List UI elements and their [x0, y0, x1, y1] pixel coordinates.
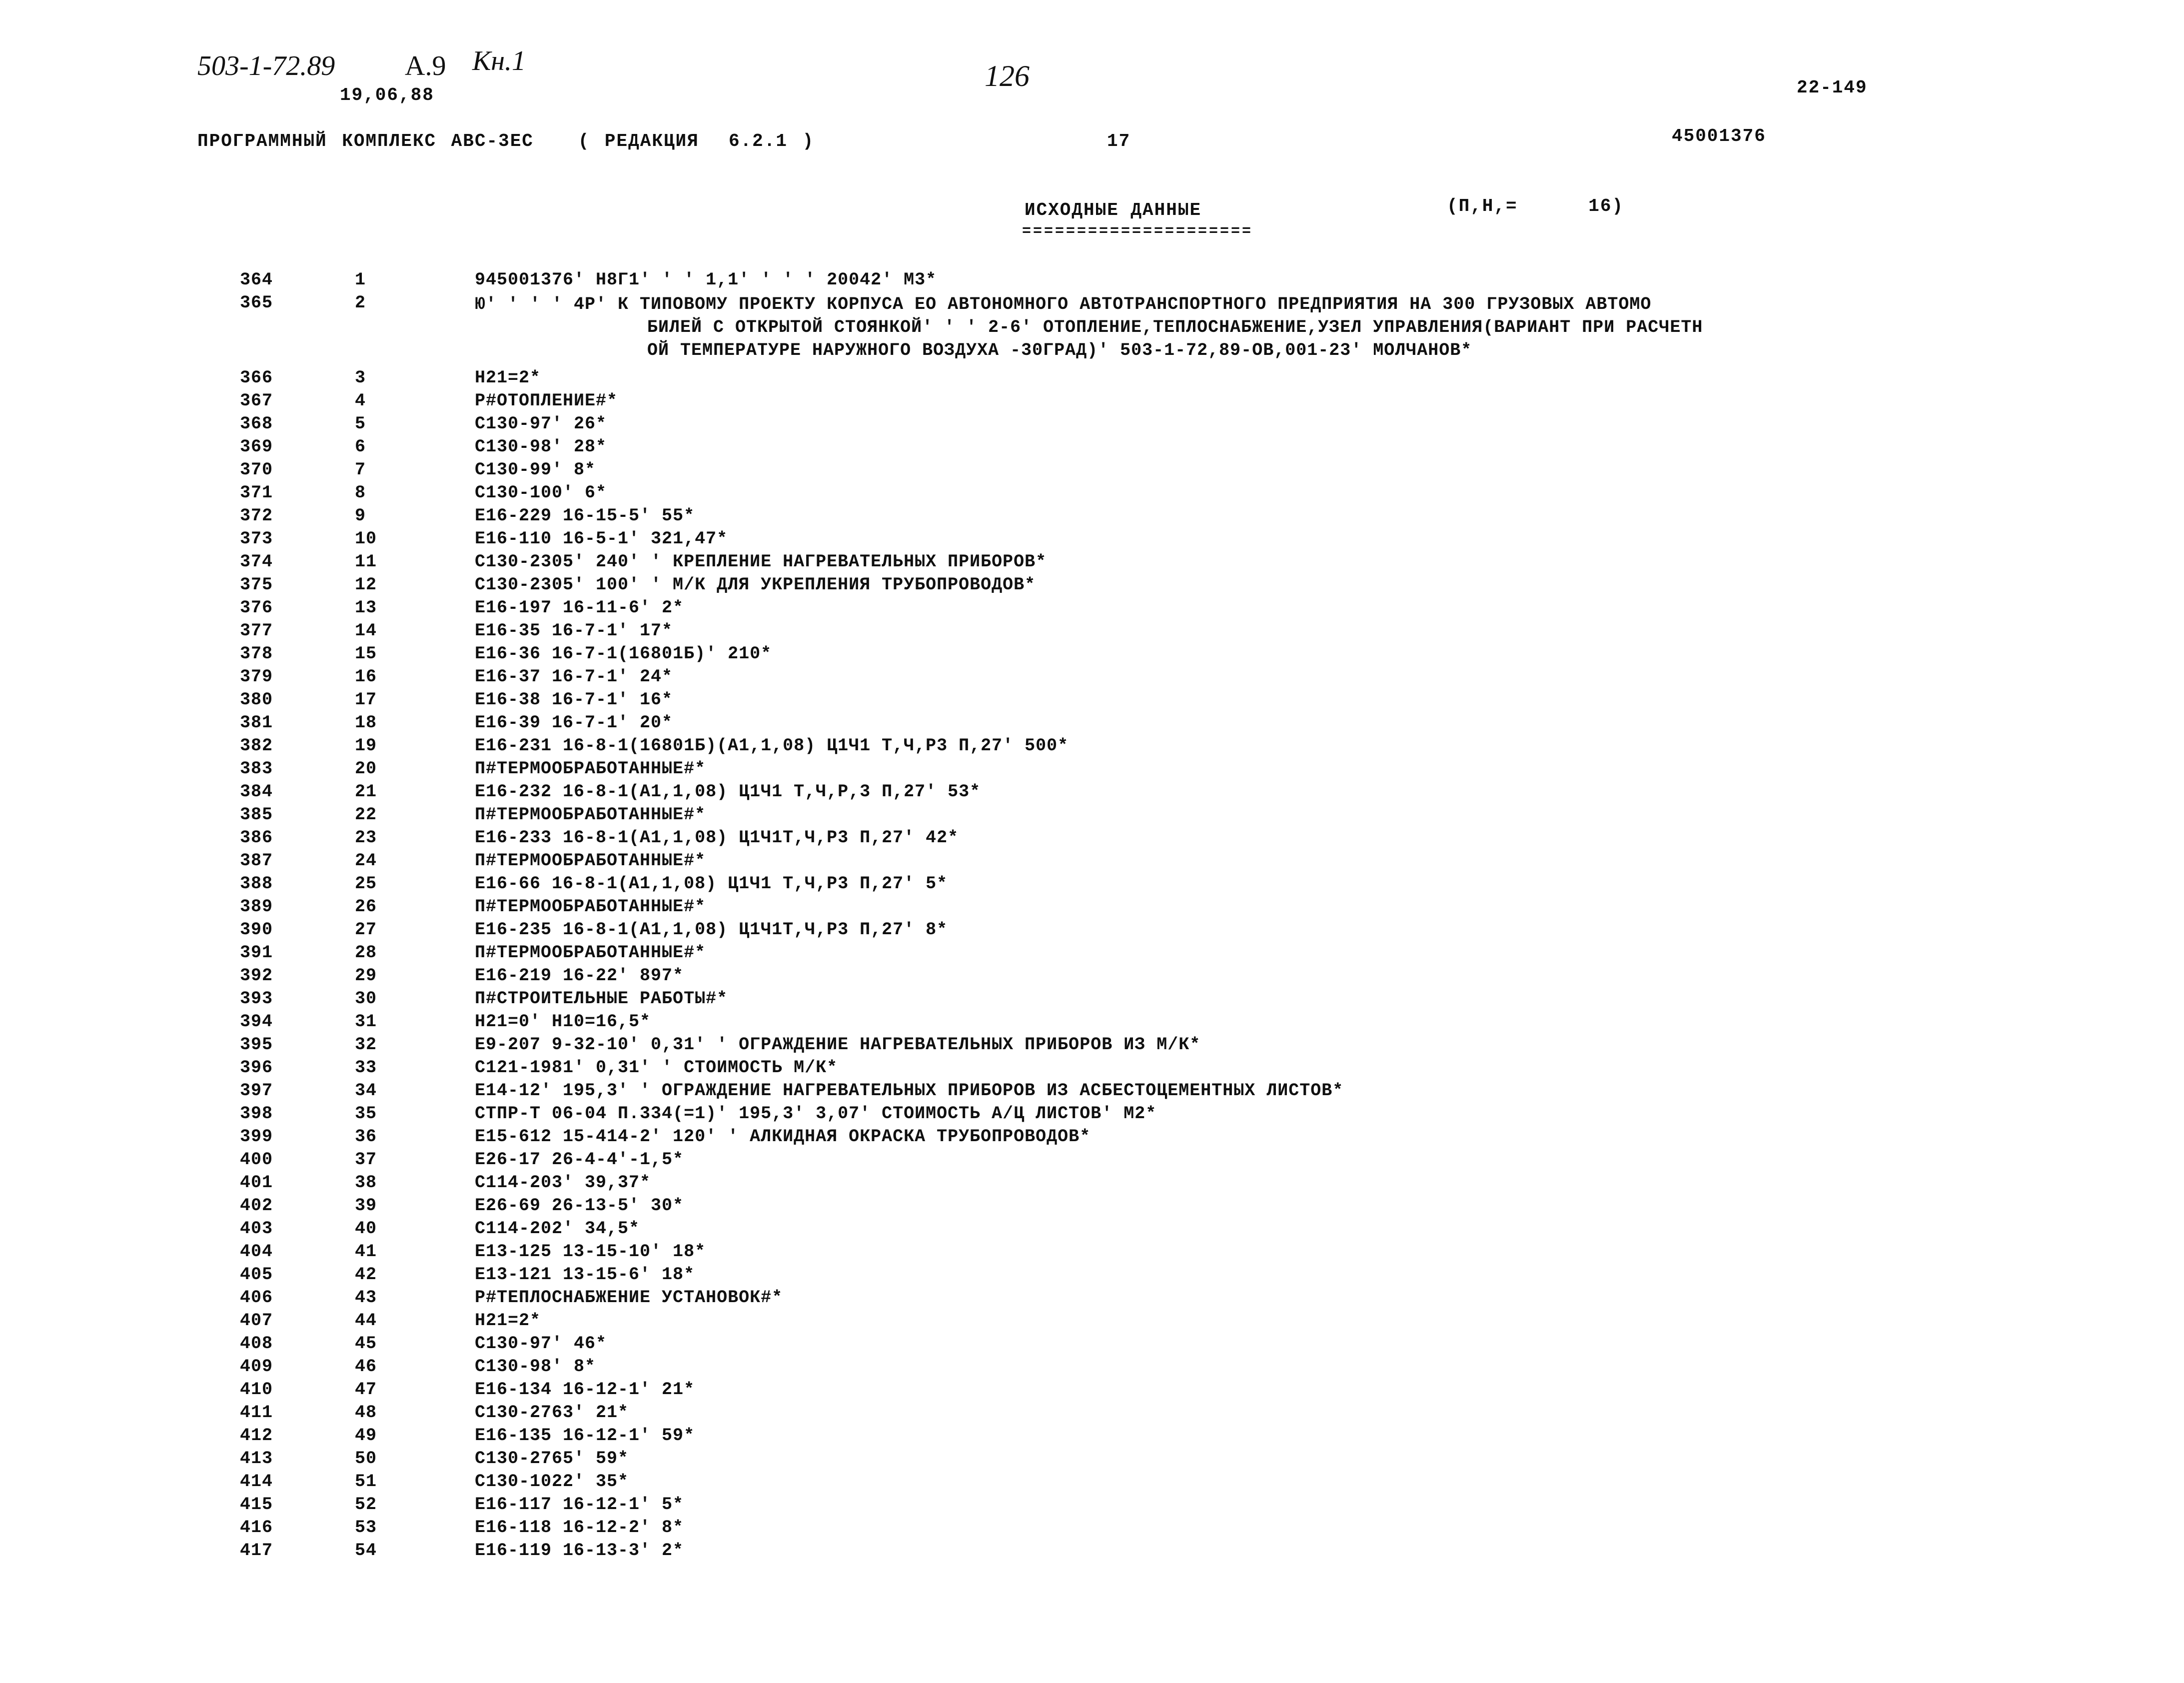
- record-index: 39: [355, 1196, 377, 1216]
- line-number: 371: [240, 483, 273, 503]
- record-index: 11: [355, 552, 377, 572]
- record-text: [475, 552, 1047, 572]
- line-number: 412: [240, 1426, 273, 1446]
- record-text: [475, 1150, 684, 1170]
- record-text: [475, 1012, 651, 1032]
- line-number: 407: [240, 1311, 273, 1331]
- record-text-line: Е16-118 16-12-2' 8*: [475, 1518, 684, 1538]
- record-text-line: С130-2765' 59*: [475, 1449, 629, 1469]
- record-index: 32: [355, 1035, 377, 1055]
- record-index: 54: [355, 1541, 377, 1561]
- record-text: [475, 943, 706, 963]
- record-text-line: Е16-197 16-11-6' 2*: [475, 598, 684, 618]
- record-text: [475, 483, 607, 503]
- record-index: 20: [355, 759, 377, 779]
- record-text: [475, 736, 1069, 756]
- handwritten-page-number: 126: [985, 59, 1030, 92]
- record-text-line: Е16-229 16-15-5' 55*: [475, 506, 695, 526]
- line-number: 414: [240, 1472, 273, 1492]
- record-text-line: Е16-110 16-5-1' 321,47*: [475, 529, 728, 549]
- document-id: 45001376: [1672, 126, 1766, 146]
- record-text: [475, 1518, 684, 1538]
- record-text: [475, 1288, 783, 1308]
- record-text: [475, 759, 706, 779]
- record-text-line: С114-203' 39,37*: [475, 1173, 651, 1193]
- line-number: 366: [240, 368, 273, 388]
- record-text: [475, 1104, 1156, 1124]
- line-number: 396: [240, 1058, 273, 1078]
- record-index: 26: [355, 897, 377, 917]
- program-line: ПРОГРАММНЫЙ КОМПЛЕКС АВС-3ЕС ( РЕДАКЦИЯ 6.2.1 ): [197, 131, 815, 151]
- record-text-line: С130-97' 46*: [475, 1334, 607, 1354]
- line-number: 379: [240, 667, 273, 687]
- record-text: [475, 1242, 706, 1262]
- record-index: 23: [355, 828, 377, 848]
- record-text: [475, 293, 1703, 362]
- record-text-line: С130-97' 26*: [475, 414, 607, 434]
- line-number: 377: [240, 621, 273, 641]
- record-text: [475, 1334, 607, 1354]
- record-index: 45: [355, 1334, 377, 1354]
- record-text: [475, 414, 607, 434]
- record-text-line: С130-2763' 21*: [475, 1403, 629, 1423]
- line-number: 403: [240, 1219, 273, 1239]
- line-number: 400: [240, 1150, 273, 1170]
- record-text-line: Е16-235 16-8-1(А1,1,08) Ц1Ч1Т,Ч,Р3 П,27' 8*: [475, 920, 948, 940]
- record-text: [475, 805, 706, 825]
- record-text: [475, 1196, 684, 1216]
- record-text: [475, 1058, 838, 1078]
- record-index: 53: [355, 1518, 377, 1538]
- line-number: 398: [240, 1104, 273, 1124]
- record-text-line: С130-98' 28*: [475, 437, 607, 457]
- record-text-line: Е13-125 13-15-10' 18*: [475, 1242, 706, 1262]
- record-text: [475, 1380, 695, 1400]
- line-number: 384: [240, 782, 273, 802]
- record-text: [475, 966, 684, 986]
- line-number: 390: [240, 920, 273, 940]
- record-text: [475, 368, 541, 388]
- record-index: 15: [355, 644, 377, 664]
- page-no: 17: [1107, 131, 1131, 151]
- record-index: 52: [355, 1495, 377, 1515]
- record-text-line: Р#ОТОПЛЕНИЕ#*: [475, 391, 618, 411]
- record-text-line: СТПР-Т 06-04 П.334(=1)' 195,3' 3,07' СТОИМОСТЬ А/Ц ЛИСТОВ' М2*: [475, 1104, 1157, 1124]
- record-text-line: Н21=2*: [475, 1311, 541, 1331]
- record-text-line: Е16-119 16-13-3' 2*: [475, 1541, 684, 1561]
- handwritten-project-code: 503-1-72.89: [197, 50, 335, 81]
- record-text-line: С130-99' 8*: [475, 460, 596, 480]
- record-text-line: С130-2305' 100' ' М/К ДЛЯ УКРЕПЛЕНИЯ ТРУБОПРОВОДОВ*: [475, 575, 1036, 595]
- record-text-line: Е16-39 16-7-1' 20*: [475, 713, 673, 733]
- line-number: 409: [240, 1357, 273, 1377]
- record-index: 7: [355, 460, 366, 480]
- line-number: 367: [240, 391, 273, 411]
- record-text-line: П#СТРОИТЕЛЬНЫЕ РАБОТЫ#*: [475, 989, 728, 1009]
- record-text-line: Е16-117 16-12-1' 5*: [475, 1495, 684, 1515]
- record-text-line: П#ТЕРМООБРАБОТАННЫЕ#*: [475, 943, 706, 963]
- handwritten-book: Кн.1: [472, 45, 526, 76]
- record-index: 50: [355, 1449, 377, 1469]
- record-text-line: Е16-135 16-12-1' 59*: [475, 1426, 695, 1446]
- line-number: 364: [240, 270, 273, 290]
- record-text: [475, 437, 607, 457]
- record-text-line: Е16-35 16-7-1' 17*: [475, 621, 673, 641]
- record-text-line: Е26-17 26-4-4'-1,5*: [475, 1150, 684, 1170]
- record-text: [475, 1035, 1200, 1055]
- record-index: 40: [355, 1219, 377, 1239]
- record-text: [475, 1472, 629, 1492]
- record-index: 35: [355, 1104, 377, 1124]
- record-index: 38: [355, 1173, 377, 1193]
- record-index: 48: [355, 1403, 377, 1423]
- record-text: [475, 1265, 695, 1285]
- record-text: [475, 989, 728, 1009]
- record-text: [475, 270, 937, 290]
- record-index: 42: [355, 1265, 377, 1285]
- line-number: 395: [240, 1035, 273, 1055]
- record-text: [475, 391, 618, 411]
- line-number: 372: [240, 506, 273, 526]
- record-text: [475, 506, 695, 526]
- line-number: 401: [240, 1173, 273, 1193]
- print-date: 19,06,88: [340, 85, 434, 105]
- line-number: 408: [240, 1334, 273, 1354]
- line-number: 385: [240, 805, 273, 825]
- record-text: [475, 1495, 684, 1515]
- record-text-line: Е13-121 13-15-6' 18*: [475, 1265, 695, 1285]
- record-index: 3: [355, 368, 366, 388]
- section-title: ИСХОДНЫЕ ДАННЫЕ: [1025, 200, 1202, 220]
- record-text: [475, 621, 673, 641]
- line-number: 404: [240, 1242, 273, 1262]
- line-number: 410: [240, 1380, 273, 1400]
- record-text-line: Ю' ' ' ' 4Р' К ТИПОВОМУ ПРОЕКТУ КОРПУСА ЕО АВТОНОМНОГО АВТОТРАНСПОРТНОГО ПРЕДПРИЯТИЯ НА 300 ГРУЗОВЫХ АВТОМО: [475, 294, 1652, 314]
- record-text: [475, 1173, 651, 1193]
- record-text: [475, 1426, 695, 1446]
- record-text-line: Е16-134 16-12-1' 21*: [475, 1380, 695, 1400]
- record-text-line: Е26-69 26-13-5' 30*: [475, 1196, 684, 1216]
- record-text-line: С114-202' 34,5*: [475, 1219, 640, 1239]
- record-text: [475, 874, 948, 894]
- record-text-line: Е16-37 16-7-1' 24*: [475, 667, 673, 687]
- line-number: 393: [240, 989, 273, 1009]
- record-text-line: С130-100' 6*: [475, 483, 607, 503]
- line-number: 411: [240, 1403, 273, 1423]
- record-index: 25: [355, 874, 377, 894]
- record-text: [475, 1449, 629, 1469]
- record-text-line: С130-98' 8*: [475, 1357, 596, 1377]
- record-index: 24: [355, 851, 377, 871]
- record-text-line: П#ТЕРМООБРАБОТАННЫЕ#*: [475, 805, 706, 825]
- line-number: 413: [240, 1449, 273, 1469]
- record-index: 21: [355, 782, 377, 802]
- record-index: 36: [355, 1127, 377, 1147]
- line-number: 391: [240, 943, 273, 963]
- record-text-line: Е16-232 16-8-1(А1,1,08) Ц1Ч1 Т,Ч,Р,3 П,27' 53*: [475, 782, 981, 802]
- record-text-line: С130-2305' 240' ' КРЕПЛЕНИЕ НАГРЕВАТЕЛЬНЫХ ПРИБОРОВ*: [475, 552, 1047, 572]
- record-text-line: П#ТЕРМООБРАБОТАННЫЕ#*: [475, 897, 706, 917]
- line-number: 397: [240, 1081, 273, 1101]
- record-index: 5: [355, 414, 366, 434]
- record-text-line: П#ТЕРМООБРАБОТАННЫЕ#*: [475, 851, 706, 871]
- record-text-line: Е14-12' 195,3' ' ОГРАЖДЕНИЕ НАГРЕВАТЕЛЬНЫХ ПРИБОРОВ ИЗ АСБЕСТОЦЕМЕНТНЫХ ЛИСТОВ*: [475, 1081, 1344, 1101]
- record-text-line: Е15-612 15-414-2' 120' ' АЛКИДНАЯ ОКРАСКА ТРУБОПРОВОДОВ*: [475, 1127, 1091, 1147]
- record-text: [475, 713, 673, 733]
- record-text-line: Е16-36 16-7-1(16801Б)' 210*: [475, 644, 772, 664]
- record-index: 47: [355, 1380, 377, 1400]
- line-number: 405: [240, 1265, 273, 1285]
- record-text: [475, 897, 706, 917]
- line-number: 402: [240, 1196, 273, 1216]
- line-number: 394: [240, 1012, 273, 1032]
- record-index: 27: [355, 920, 377, 940]
- record-index: 16: [355, 667, 377, 687]
- line-number: 382: [240, 736, 273, 756]
- line-number: 381: [240, 713, 273, 733]
- record-text: [475, 1219, 640, 1239]
- record-index: 1: [355, 270, 366, 290]
- record-text-line: Е9-207 9-32-10' 0,31' ' ОГРАЖДЕНИЕ НАГРЕВАТЕЛЬНЫХ ПРИБОРОВ ИЗ М/К*: [475, 1035, 1201, 1055]
- record-index: 4: [355, 391, 366, 411]
- record-index: 43: [355, 1288, 377, 1308]
- record-index: 37: [355, 1150, 377, 1170]
- record-text: [475, 529, 728, 549]
- line-number: 392: [240, 966, 273, 986]
- record-text-line: П#ТЕРМООБРАБОТАННЫЕ#*: [475, 759, 706, 779]
- line-number: 365: [240, 293, 273, 313]
- record-index: 6: [355, 437, 366, 457]
- title-underline: =====================: [1022, 223, 1253, 240]
- record-text-line: Е16-233 16-8-1(А1,1,08) Ц1Ч1Т,Ч,Р3 П,27' 42*: [475, 828, 959, 848]
- line-number: 369: [240, 437, 273, 457]
- record-index: 14: [355, 621, 377, 641]
- record-text: [475, 851, 706, 871]
- section-param: (П,Н,= 16): [1447, 196, 1624, 216]
- record-continuation-line: ОЙ ТЕМПЕРАТУРЕ НАРУЖНОГО ВОЗДУХА -30ГРАД)' 503-1-72,89-ОВ,001-23' МОЛЧАНОВ*: [647, 340, 1472, 360]
- record-index: 49: [355, 1426, 377, 1446]
- record-text-line: Н21=2*: [475, 368, 541, 388]
- record-index: 18: [355, 713, 377, 733]
- record-text: [475, 644, 772, 664]
- record-index: 13: [355, 598, 377, 618]
- record-text: [475, 460, 596, 480]
- record-index: 46: [355, 1357, 377, 1377]
- line-number: 378: [240, 644, 273, 664]
- line-number: 387: [240, 851, 273, 871]
- record-text: [475, 1081, 1343, 1101]
- record-text-line: Р#ТЕПЛОСНАБЖЕНИЕ УСТАНОВОК#*: [475, 1288, 783, 1308]
- record-text-line: Е16-66 16-8-1(А1,1,08) Ц1Ч1 Т,Ч,Р3 П,27' 5*: [475, 874, 948, 894]
- record-text: [475, 1403, 629, 1423]
- line-number: 399: [240, 1127, 273, 1147]
- record-index: 2: [355, 293, 366, 313]
- line-number: 376: [240, 598, 273, 618]
- record-index: 8: [355, 483, 366, 503]
- record-text: [475, 667, 673, 687]
- record-text-line: Е16-38 16-7-1' 16*: [475, 690, 673, 710]
- record-index: 19: [355, 736, 377, 756]
- record-text: [475, 598, 684, 618]
- line-number: 374: [240, 552, 273, 572]
- record-index: 33: [355, 1058, 377, 1078]
- record-text: [475, 1311, 541, 1331]
- record-index: 12: [355, 575, 377, 595]
- line-number: 386: [240, 828, 273, 848]
- line-number: 415: [240, 1495, 273, 1515]
- record-index: 22: [355, 805, 377, 825]
- handwritten-album: А.9: [405, 50, 446, 81]
- record-index: 17: [355, 690, 377, 710]
- line-number: 375: [240, 575, 273, 595]
- record-index: 31: [355, 1012, 377, 1032]
- record-text: [475, 1127, 1091, 1147]
- record-index: 41: [355, 1242, 377, 1262]
- record-index: 30: [355, 989, 377, 1009]
- line-number: 388: [240, 874, 273, 894]
- record-text-line: С121-1981' 0,31' ' СТОИМОСТЬ М/К*: [475, 1058, 838, 1078]
- record-text: [475, 782, 981, 802]
- record-text: [475, 1541, 684, 1561]
- record-text-line: С130-1022' 35*: [475, 1472, 629, 1492]
- record-index: 28: [355, 943, 377, 963]
- record-text: [475, 920, 948, 940]
- record-index: 51: [355, 1472, 377, 1492]
- line-number: 406: [240, 1288, 273, 1308]
- line-number: 373: [240, 529, 273, 549]
- record-index: 44: [355, 1311, 377, 1331]
- record-index: 9: [355, 506, 366, 526]
- record-text: [475, 690, 673, 710]
- line-number: 417: [240, 1541, 273, 1561]
- line-number: 368: [240, 414, 273, 434]
- record-continuation-line: БИЛЕЙ С ОТКРЫТОЙ СТОЯНКОЙ' ' ' 2-6' ОТОПЛЕНИЕ,ТЕПЛОСНАБЖЕНИЕ,УЗЕЛ УПРАВЛЕНИЯ(ВАРИАНТ ПРИ РАСЧЕТН: [647, 317, 1703, 337]
- record-text-line: Е16-219 16-22' 897*: [475, 966, 684, 986]
- line-number: 380: [240, 690, 273, 710]
- sheet-code: 22-149: [1797, 77, 1868, 98]
- record-text-line: Н21=0' Н10=16,5*: [475, 1012, 651, 1032]
- record-index: 29: [355, 966, 377, 986]
- line-number: 389: [240, 897, 273, 917]
- record-index: 34: [355, 1081, 377, 1101]
- line-number: 383: [240, 759, 273, 779]
- record-index: 10: [355, 529, 377, 549]
- record-text: [475, 828, 959, 848]
- record-text-line: Е16-231 16-8-1(16801Б)(А1,1,08) Ц1Ч1 Т,Ч,Р3 П,27' 500*: [475, 736, 1069, 756]
- line-number: 416: [240, 1518, 273, 1538]
- record-text: [475, 575, 1036, 595]
- record-text: [475, 1357, 596, 1377]
- record-text-line: 945001376' Н8Г1' ' ' 1,1' ' ' ' 20042' М3*: [475, 270, 937, 290]
- line-number: 370: [240, 460, 273, 480]
